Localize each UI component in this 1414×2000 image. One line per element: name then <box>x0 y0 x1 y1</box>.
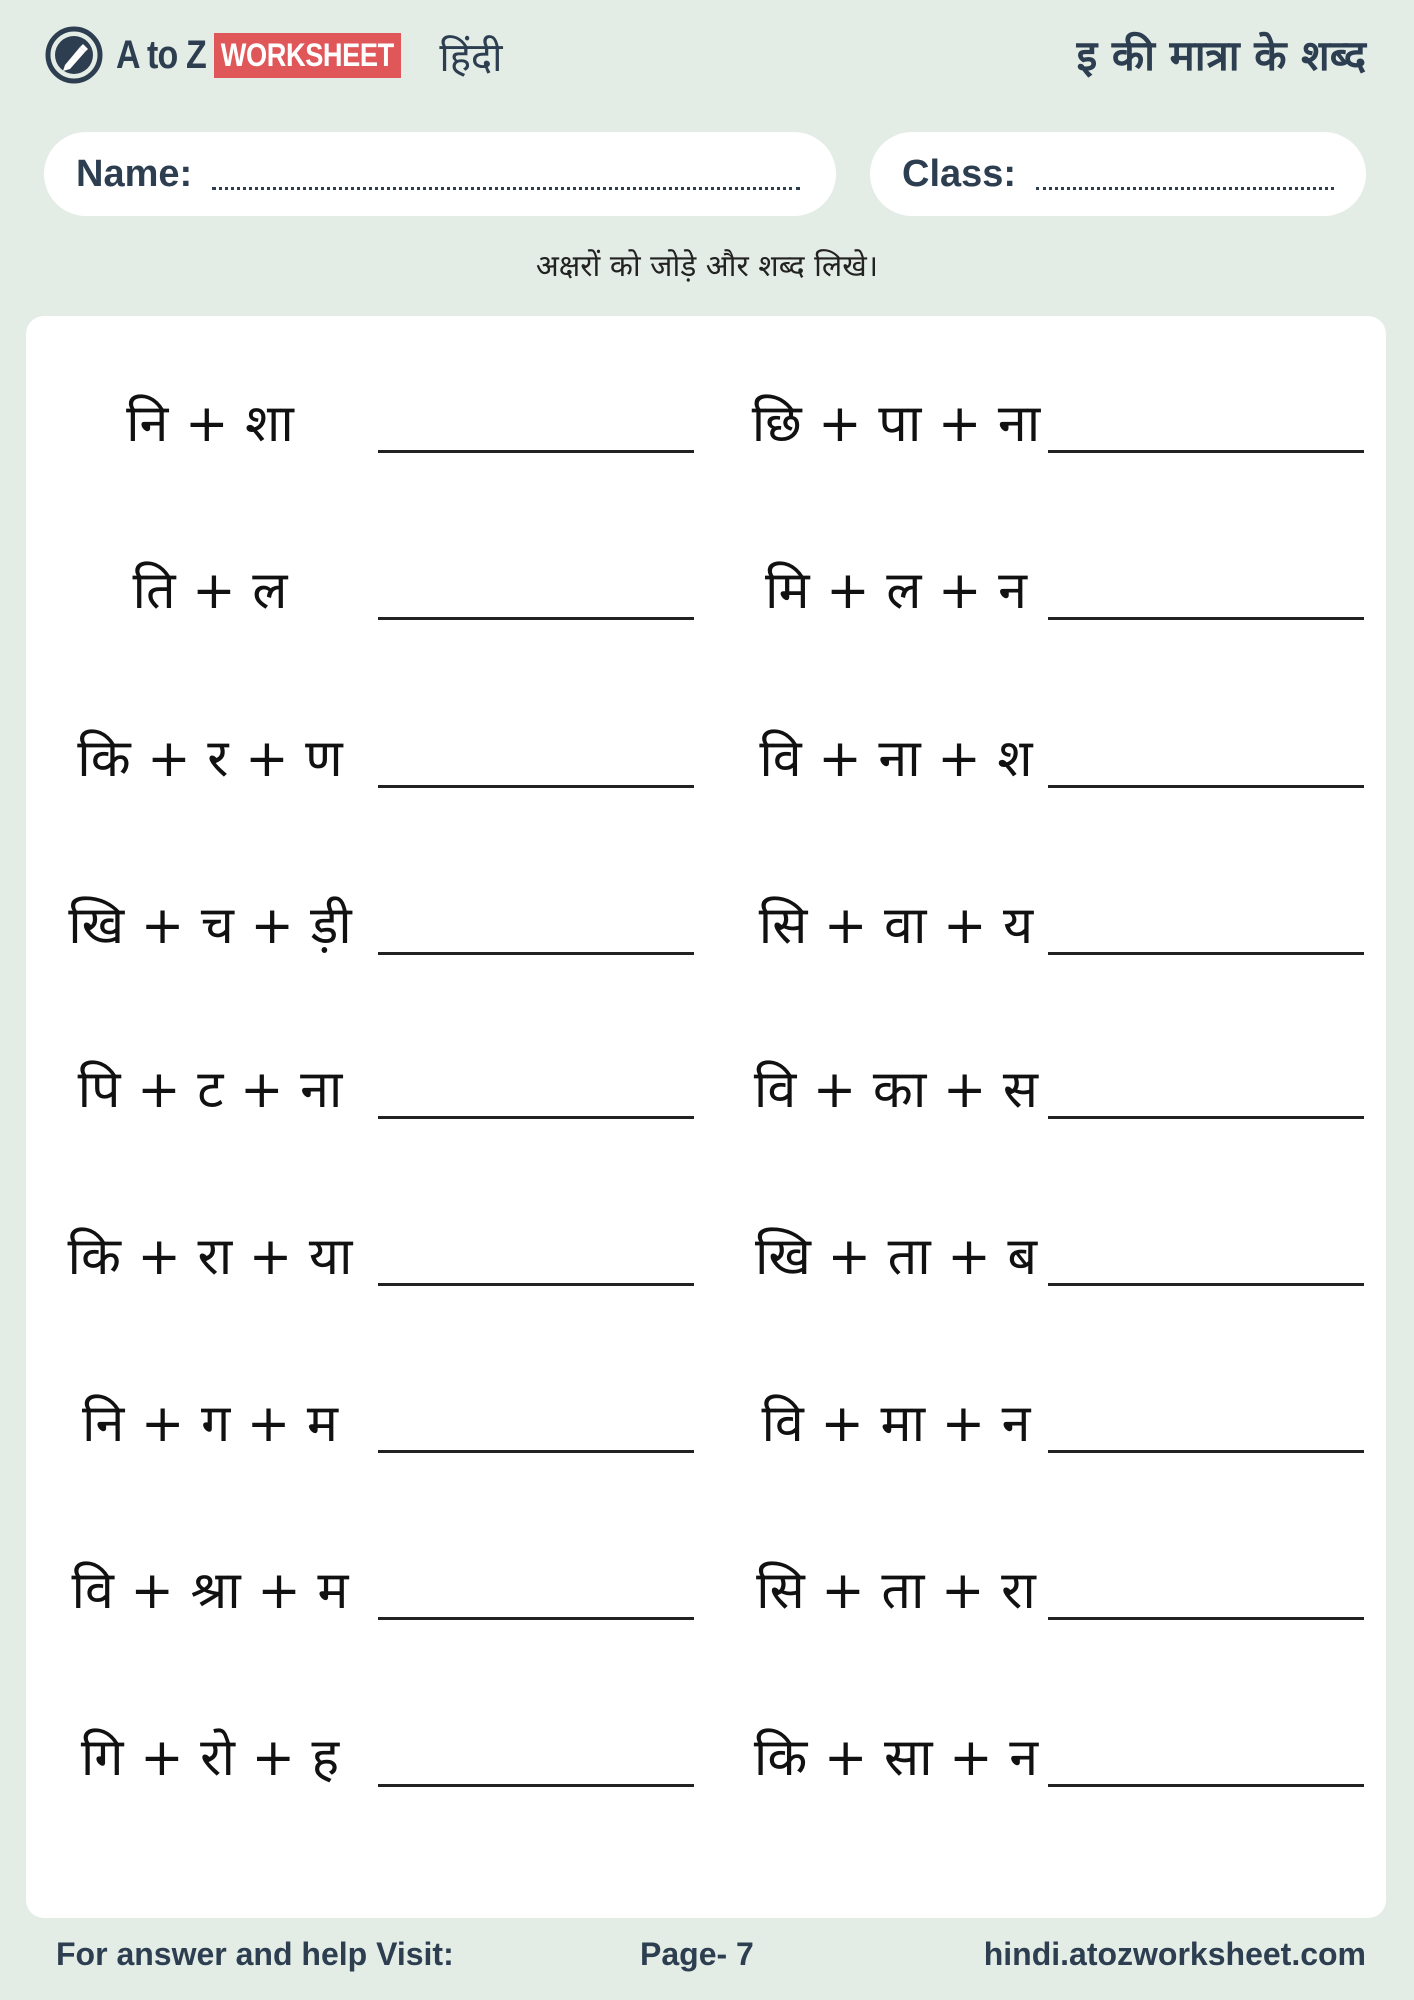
exercise-right: वि + मा + न <box>761 1394 1031 1454</box>
answer-blank-left[interactable] <box>378 1450 694 1453</box>
header <box>0 0 1414 120</box>
name-label: Name: <box>76 152 193 195</box>
exercise-right: मि + ल + न <box>765 561 1027 621</box>
answer-blank-left[interactable] <box>378 617 694 620</box>
exercise-right: सि + वा + य <box>758 896 1034 956</box>
exercise-right: वि + ना + श <box>759 729 1033 789</box>
answer-blank-right[interactable] <box>1048 1784 1364 1787</box>
website-link[interactable]: hindi.atozworksheet.com <box>983 1936 1366 1972</box>
answer-blank-right[interactable] <box>1048 1450 1364 1453</box>
exercise-right: सि + ता + रा <box>756 1561 1036 1621</box>
answer-blank-right[interactable] <box>1048 785 1364 788</box>
exercise-left: कि + रा + या <box>67 1227 353 1287</box>
answer-blank-left[interactable] <box>378 1784 694 1787</box>
exercise-right: खि + ता + ब <box>754 1227 1038 1287</box>
exercise-left: नि + शा <box>126 394 294 454</box>
exercise-row <box>26 888 1386 1008</box>
class-field[interactable] <box>870 132 1366 216</box>
exercise-left: वि + श्रा + म <box>71 1561 349 1621</box>
exercise-row <box>26 553 1386 673</box>
answer-blank-right[interactable] <box>1048 1283 1364 1286</box>
logo <box>44 24 503 86</box>
exercise-left: खि + च + ड़ी <box>68 896 352 956</box>
exercise-card <box>26 316 1386 1918</box>
page-number: Page- 7 <box>640 1936 754 1972</box>
exercise-left: पि + ट + ना <box>77 1060 343 1120</box>
answer-blank-right[interactable] <box>1048 952 1364 955</box>
answer-blank-left[interactable] <box>378 450 694 453</box>
exercise-row <box>26 1386 1386 1506</box>
answer-blank-right[interactable] <box>1048 1617 1364 1620</box>
answer-blank-right[interactable] <box>1048 450 1364 453</box>
answer-blank-left[interactable] <box>378 785 694 788</box>
worksheet-topic: इ की मात्रा के शब्द <box>1076 31 1366 80</box>
class-label: Class: <box>902 152 1017 195</box>
exercise-left: ति + ल <box>132 561 288 621</box>
answer-blank-left[interactable] <box>378 952 694 955</box>
footer <box>0 1930 1414 1980</box>
exercise-right: छि + पा + ना <box>751 394 1041 454</box>
pencil-logo-icon <box>44 25 104 85</box>
exercise-row <box>26 1219 1386 1339</box>
answer-blank-left[interactable] <box>378 1617 694 1620</box>
answer-blank-left[interactable] <box>378 1116 694 1119</box>
exercise-row <box>26 1720 1386 1840</box>
exercise-left: नि + ग + म <box>82 1394 338 1454</box>
answer-blank-right[interactable] <box>1048 617 1364 620</box>
exercise-right: कि + सा + न <box>753 1728 1039 1788</box>
instruction-text: अक्षरों को जोड़े और शब्द लिखे। <box>535 249 879 284</box>
logo-hindi: हिंदी <box>439 34 503 81</box>
exercise-row <box>26 386 1386 506</box>
class-dotted-line <box>1036 187 1334 190</box>
exercise-left: गि + रो + ह <box>80 1728 340 1788</box>
name-field[interactable] <box>44 132 836 216</box>
exercise-row <box>26 721 1386 841</box>
answer-blank-right[interactable] <box>1048 1116 1364 1119</box>
footer-help-text: For answer and help Visit: <box>56 1936 454 1972</box>
exercise-row <box>26 1052 1386 1172</box>
exercise-left: कि + र + ण <box>77 729 343 789</box>
answer-blank-left[interactable] <box>378 1283 694 1286</box>
logo-atoz: A to Z <box>116 32 206 77</box>
exercise-right: वि + का + स <box>753 1060 1039 1120</box>
name-dotted-line <box>212 187 800 190</box>
logo-worksheet: WORKSHEET <box>214 33 401 78</box>
exercise-row <box>26 1553 1386 1673</box>
